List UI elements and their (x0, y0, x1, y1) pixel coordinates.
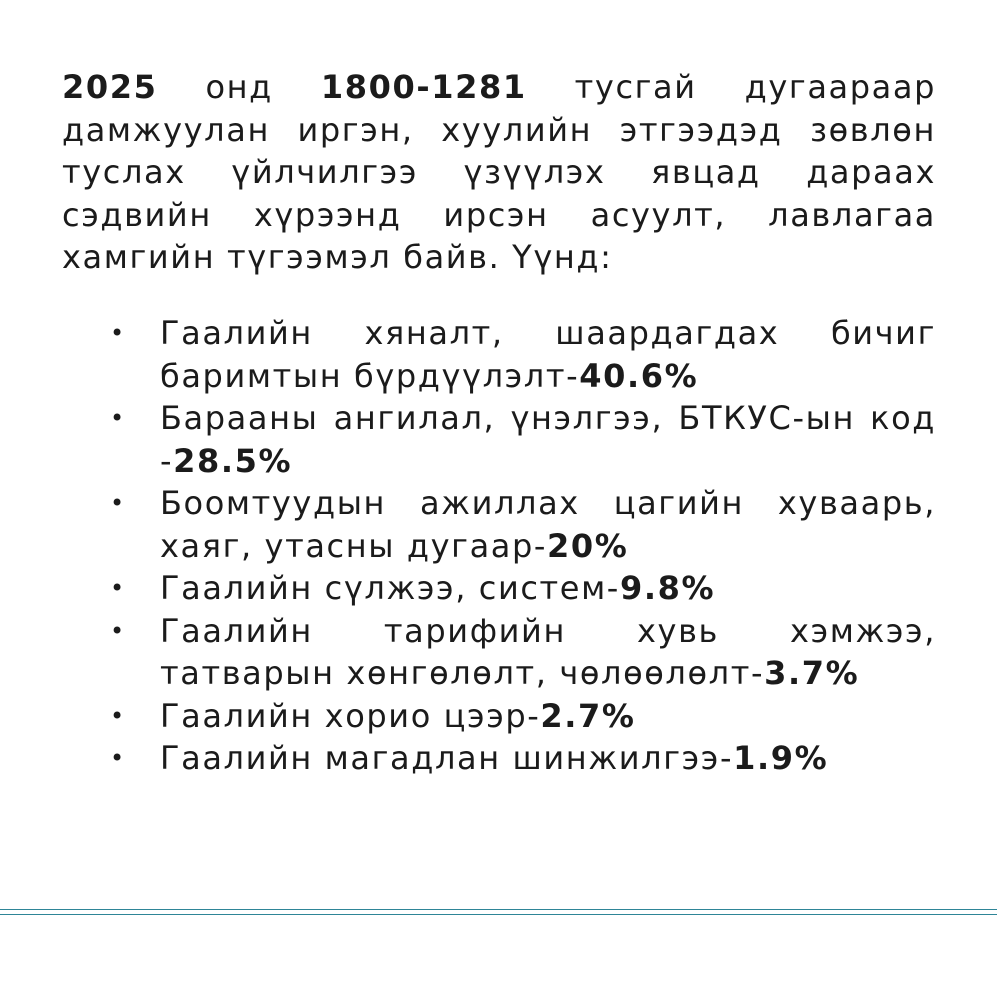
bullet-icon: • (110, 404, 126, 432)
topic-list (110, 312, 936, 780)
list-item-text: Гаалийн хяналт, шаардагдах бичиг баримтын бүрдүүлэлт- (160, 314, 936, 395)
bullet-icon: • (110, 319, 126, 347)
list-item (110, 737, 936, 780)
list-item-text: Гаалийн хорио цээр- (160, 696, 541, 735)
bullet-icon: • (110, 701, 126, 730)
list-item-percent: 2.7% (540, 696, 636, 735)
list-item-text: Гаалийн тарифийн хувь хэмжээ, татварын хөнгөлөлт, чөлөөлөлт- (160, 611, 936, 692)
footer-divider-line (0, 914, 997, 915)
list-item (110, 312, 936, 397)
list-item-text: Боомтуудын ажиллах цагийн хуваарь, хаяг, утасны дугаар- (160, 484, 936, 565)
intro-paragraph (62, 66, 936, 279)
list-item-text: Гаалийн магадлан шинжилгээ- (160, 739, 734, 777)
list-item (110, 567, 936, 610)
footer-divider-line (0, 909, 997, 910)
list-item (110, 695, 936, 738)
list-item (110, 397, 936, 482)
list-item-percent: 20% (547, 526, 629, 565)
hotline-number: 1800-1281 (320, 68, 527, 106)
list-item-percent: 3.7% (764, 654, 860, 692)
intro-year: 2025 (62, 68, 158, 106)
bullet-icon: • (110, 744, 126, 772)
bullet-icon: • (110, 616, 126, 645)
list-item-text: Барааны ангилал, үнэлгээ, БТКУС-ын код - (160, 399, 936, 480)
list-item-percent: 28.5% (173, 441, 293, 480)
intro-text-2: тусгай дугаараар дамжуулан иргэн, хуулийн этгээдэд зөвлөн туслах үйлчилгээ үзүүлэх явцад дараах сэдвийн хүрээнд ирсэн асуулт, лавлагаа хамгийн түгээмэл байв. Үүнд: (62, 68, 936, 276)
list-item-percent: 9.8% (619, 569, 716, 607)
list-item-percent: 1.9% (733, 739, 829, 777)
list-item-text: Гаалийн сүлжээ, систем- (160, 569, 620, 607)
list-item (110, 610, 936, 695)
bullet-icon: • (110, 574, 126, 602)
intro-text-1: онд (157, 68, 321, 106)
list-item (110, 482, 936, 567)
bullet-icon: • (110, 489, 126, 517)
list-item-percent: 40.6% (579, 356, 699, 395)
